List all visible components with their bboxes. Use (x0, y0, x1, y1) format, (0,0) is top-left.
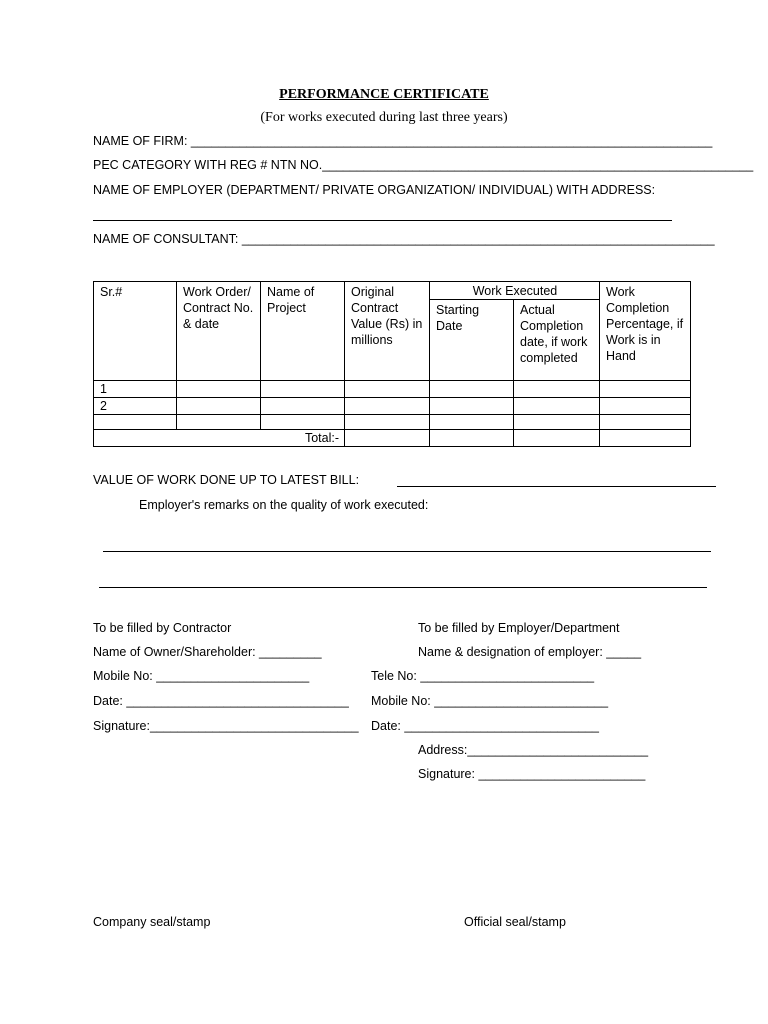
table-cell[interactable] (514, 381, 600, 398)
table-cell[interactable] (430, 415, 514, 430)
employer-address-field[interactable]: Address:__________________________ (418, 743, 649, 757)
header-actual-completion: Actual Completion date, if work completed (514, 300, 600, 381)
table-cell[interactable] (430, 398, 514, 415)
row-sr: 1 (94, 381, 177, 398)
employer-date-field[interactable]: Date: ____________________________ (371, 719, 600, 733)
remarks-line-2[interactable] (99, 587, 707, 588)
owner-name-field[interactable]: Name of Owner/Shareholder: _________ (93, 645, 322, 659)
company-seal-label: Company seal/stamp (93, 915, 211, 929)
table-cell[interactable] (345, 415, 430, 430)
table-cell[interactable] (600, 381, 691, 398)
total-cell[interactable] (514, 430, 600, 447)
employer-name-label: NAME OF EMPLOYER (DEPARTMENT/ PRIVATE ORGANIZATION/ INDIVIDUAL) WITH ADDRESS: (93, 183, 656, 197)
official-seal-label: Official seal/stamp (464, 915, 566, 929)
table-cell[interactable] (177, 415, 261, 430)
value-done-label: VALUE OF WORK DONE UP TO LATEST BILL: (93, 473, 360, 487)
table-cell[interactable] (345, 398, 430, 415)
row-sr: 2 (94, 398, 177, 415)
total-row (94, 430, 691, 447)
consultant-name-field[interactable]: NAME OF CONSULTANT: ____________________________________________________________________ (93, 232, 715, 246)
table-cell[interactable] (600, 398, 691, 415)
pec-category-field[interactable]: PEC CATEGORY WITH REG # NTN NO.______________________________________________________________ (93, 158, 754, 172)
table-row (94, 381, 691, 398)
firm-name-field[interactable]: NAME OF FIRM: ___________________________________________________________________________ (93, 134, 713, 148)
total-cell[interactable] (430, 430, 514, 447)
total-label: Total:- (94, 430, 345, 447)
employer-mobile-field[interactable]: Mobile No: _________________________ (371, 694, 609, 708)
table-cell[interactable] (261, 398, 345, 415)
table-cell[interactable] (177, 381, 261, 398)
employer-heading: To be filled by Employer/Department (418, 621, 620, 635)
contractor-signature-field[interactable]: Signature:______________________________ (93, 719, 359, 733)
table-cell[interactable] (261, 381, 345, 398)
header-completion-percentage: Work Completion Percentage, if Work is in Hand (600, 282, 691, 381)
row-sr (94, 415, 177, 430)
table-cell[interactable] (261, 415, 345, 430)
remarks-label: Employer's remarks on the quality of work executed: (139, 498, 429, 512)
header-work-executed: Work Executed (430, 282, 600, 300)
employer-designation-field[interactable]: Name & designation of employer: _____ (418, 645, 642, 659)
employer-signature-field[interactable]: Signature: ________________________ (418, 767, 646, 781)
page-subtitle: (For works executed during last three years) (260, 110, 508, 125)
contractor-mobile-field[interactable]: Mobile No: ______________________ (93, 669, 310, 683)
table-cell[interactable] (514, 398, 600, 415)
table-cell[interactable] (345, 381, 430, 398)
table-row (94, 398, 691, 415)
header-work-order: Work Order/ Contract No. & date (177, 282, 261, 381)
table-cell[interactable] (430, 381, 514, 398)
table-cell[interactable] (600, 415, 691, 430)
header-original-value: Original Contract Value (Rs) in millions (345, 282, 430, 381)
table-cell[interactable] (514, 415, 600, 430)
remarks-line-1[interactable] (103, 551, 711, 552)
total-cell[interactable] (600, 430, 691, 447)
header-sr: Sr.# (94, 282, 177, 381)
table-row (94, 415, 691, 430)
employer-address-line[interactable] (93, 220, 672, 221)
header-project: Name of Project (261, 282, 345, 381)
header-starting-date: Starting Date (430, 300, 514, 381)
contractor-heading: To be filled by Contractor (93, 621, 232, 635)
value-done-input-line[interactable] (397, 486, 716, 487)
performance-table (93, 281, 691, 447)
table-cell[interactable] (177, 398, 261, 415)
contractor-date-field[interactable]: Date: ________________________________ (93, 694, 349, 708)
employer-tele-field[interactable]: Tele No: _________________________ (371, 669, 595, 683)
page-title: PERFORMANCE CERTIFICATE (279, 87, 489, 102)
total-cell[interactable] (345, 430, 430, 447)
